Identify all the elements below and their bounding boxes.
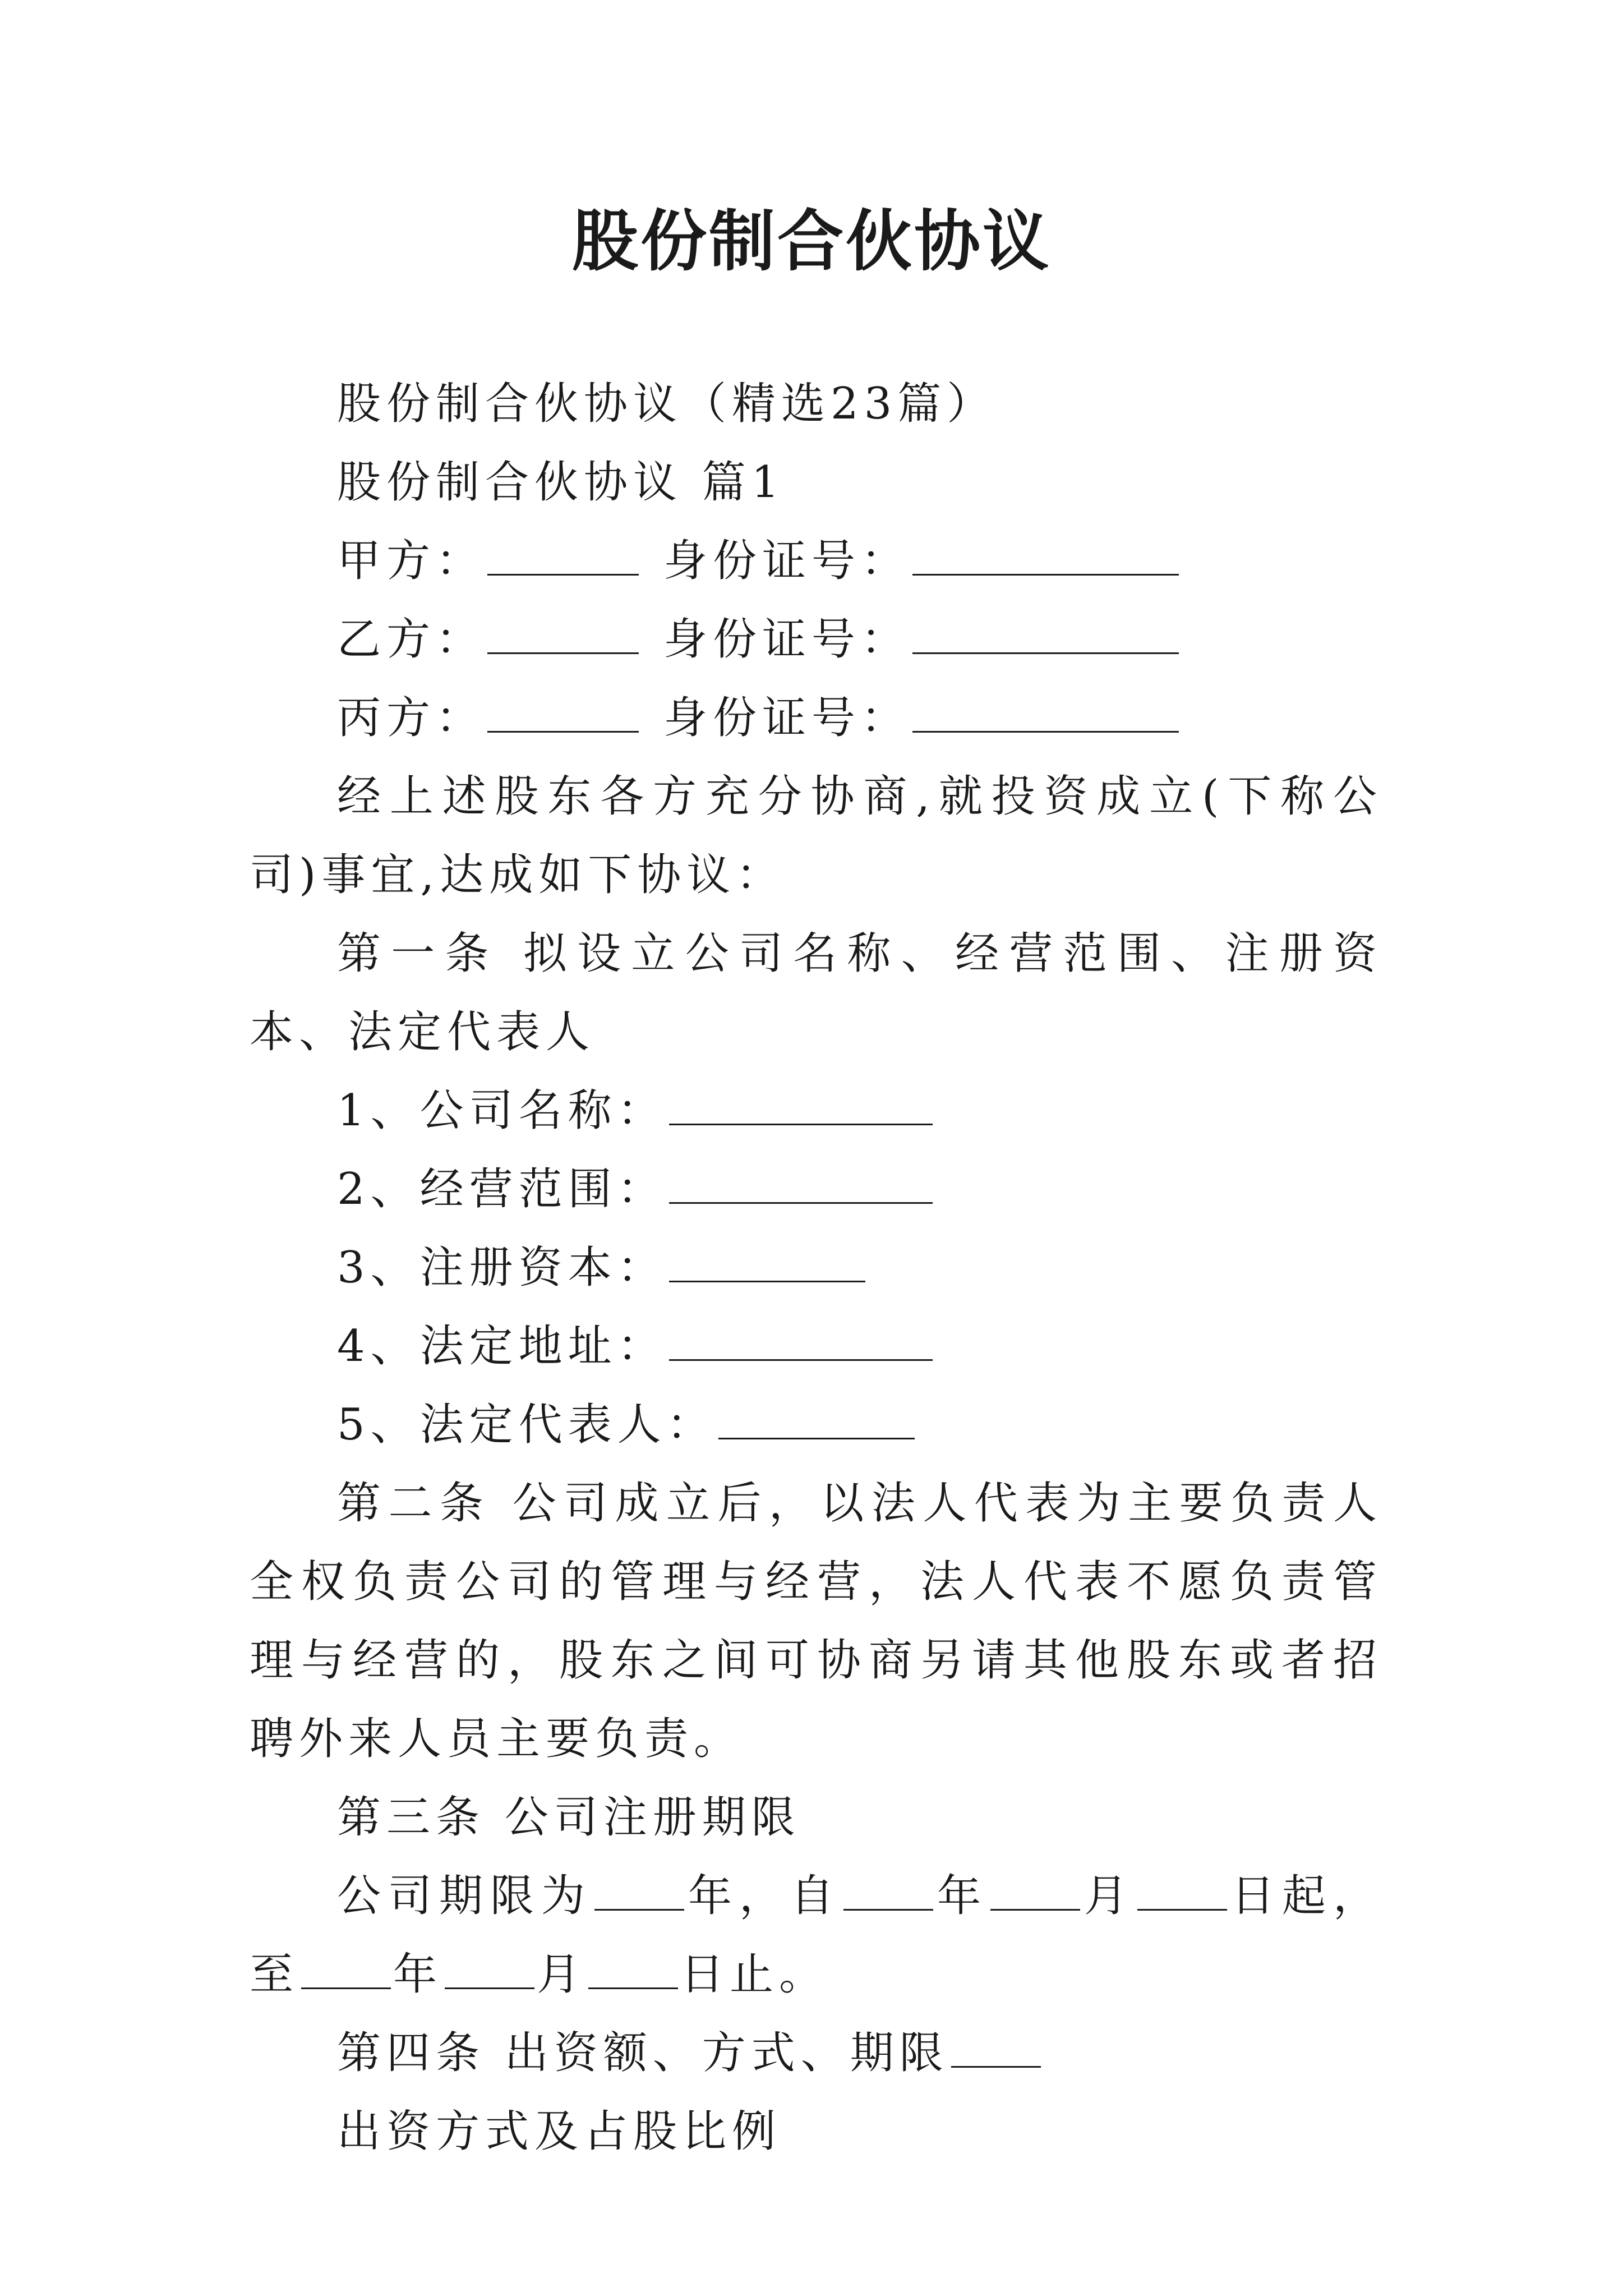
item-registered-capital bbox=[250, 1228, 1382, 1307]
term-text: 日止。 bbox=[680, 1949, 829, 2000]
item-label: 4、法定地址： bbox=[337, 1321, 667, 1372]
blank-start-day bbox=[1137, 1870, 1227, 1911]
item-label: 2、经营范围： bbox=[337, 1164, 667, 1214]
document-body bbox=[250, 365, 1382, 2171]
intro-paragraph: 经上述股东各方充分协商,就投资成立(下称公司)事宜,达成如下协议： bbox=[250, 771, 1382, 900]
blank-party-name bbox=[487, 535, 639, 576]
party-label: 丙方： bbox=[337, 693, 486, 743]
blank-party-name bbox=[487, 613, 639, 654]
item-legal-representative bbox=[250, 1386, 1382, 1464]
party-line-a bbox=[250, 522, 1382, 600]
blank-id-number bbox=[912, 535, 1179, 576]
id-label: 身份证号： bbox=[663, 693, 911, 743]
subtitle: 股份制合伙协议（精选23篇） bbox=[337, 379, 997, 429]
term-text: 月 bbox=[1082, 1871, 1135, 1921]
document-title: 股份制合伙协议 bbox=[571, 202, 1051, 280]
term-text: 年，自 bbox=[686, 1871, 841, 1921]
blank-field bbox=[951, 2027, 1041, 2068]
blank-start-year bbox=[843, 1870, 933, 1911]
id-label: 身份证号： bbox=[663, 614, 911, 665]
blank-id-number bbox=[912, 692, 1179, 733]
section-heading: 股份制合伙协议 篇1 bbox=[337, 457, 785, 508]
blank-party-name bbox=[487, 692, 639, 733]
blank-end-day bbox=[588, 1948, 678, 1989]
contribution-heading: 出资方式及占股比例 bbox=[337, 2106, 782, 2157]
party-line-b bbox=[250, 600, 1382, 679]
blank-id-number bbox=[912, 613, 1179, 654]
blank-start-month bbox=[990, 1870, 1080, 1911]
blank-field bbox=[718, 1398, 915, 1439]
blank-field bbox=[669, 1084, 933, 1125]
party-line-c bbox=[250, 679, 1382, 757]
article-4-text: 第四条 出资额、方式、期限 bbox=[337, 2028, 949, 2078]
term-text: 日起，至 bbox=[250, 1871, 1382, 2000]
blank-field bbox=[669, 1241, 865, 1282]
item-label: 1、公司名称： bbox=[337, 1085, 667, 1136]
term-text: 年 bbox=[393, 1949, 443, 2000]
blank-years bbox=[594, 1870, 684, 1911]
blank-end-month bbox=[445, 1948, 534, 1989]
term-text: 月 bbox=[537, 1949, 587, 2000]
article-4 bbox=[250, 2014, 1382, 2092]
term-text: 公司期限为 bbox=[337, 1871, 592, 1921]
item-label: 5、法定代表人： bbox=[337, 1400, 716, 1450]
id-label: 身份证号： bbox=[663, 536, 911, 586]
item-legal-address bbox=[250, 1307, 1382, 1386]
term-text: 年 bbox=[935, 1871, 988, 1921]
blank-field bbox=[669, 1163, 933, 1204]
item-company-name bbox=[250, 1071, 1382, 1150]
article-1: 第一条 拟设立公司名称、经营范围、注册资本、法定代表人 bbox=[250, 928, 1382, 1057]
item-business-scope bbox=[250, 1150, 1382, 1228]
article-2: 第二条 公司成立后，以法人代表为主要负责人全权负责公司的管理与经营，法人代表不愿负责管理与经营的，股东之间可协商另请其他股东或者招聘外来人员主要负责。 bbox=[250, 1478, 1382, 1764]
party-label: 甲方： bbox=[337, 536, 486, 586]
article-3: 第三条 公司注册期限 bbox=[337, 1792, 801, 1843]
blank-end-year bbox=[301, 1948, 391, 1989]
party-label: 乙方： bbox=[337, 614, 486, 665]
blank-field bbox=[669, 1320, 933, 1361]
item-label: 3、注册资本： bbox=[337, 1243, 667, 1293]
term-paragraph bbox=[250, 1857, 1382, 2014]
